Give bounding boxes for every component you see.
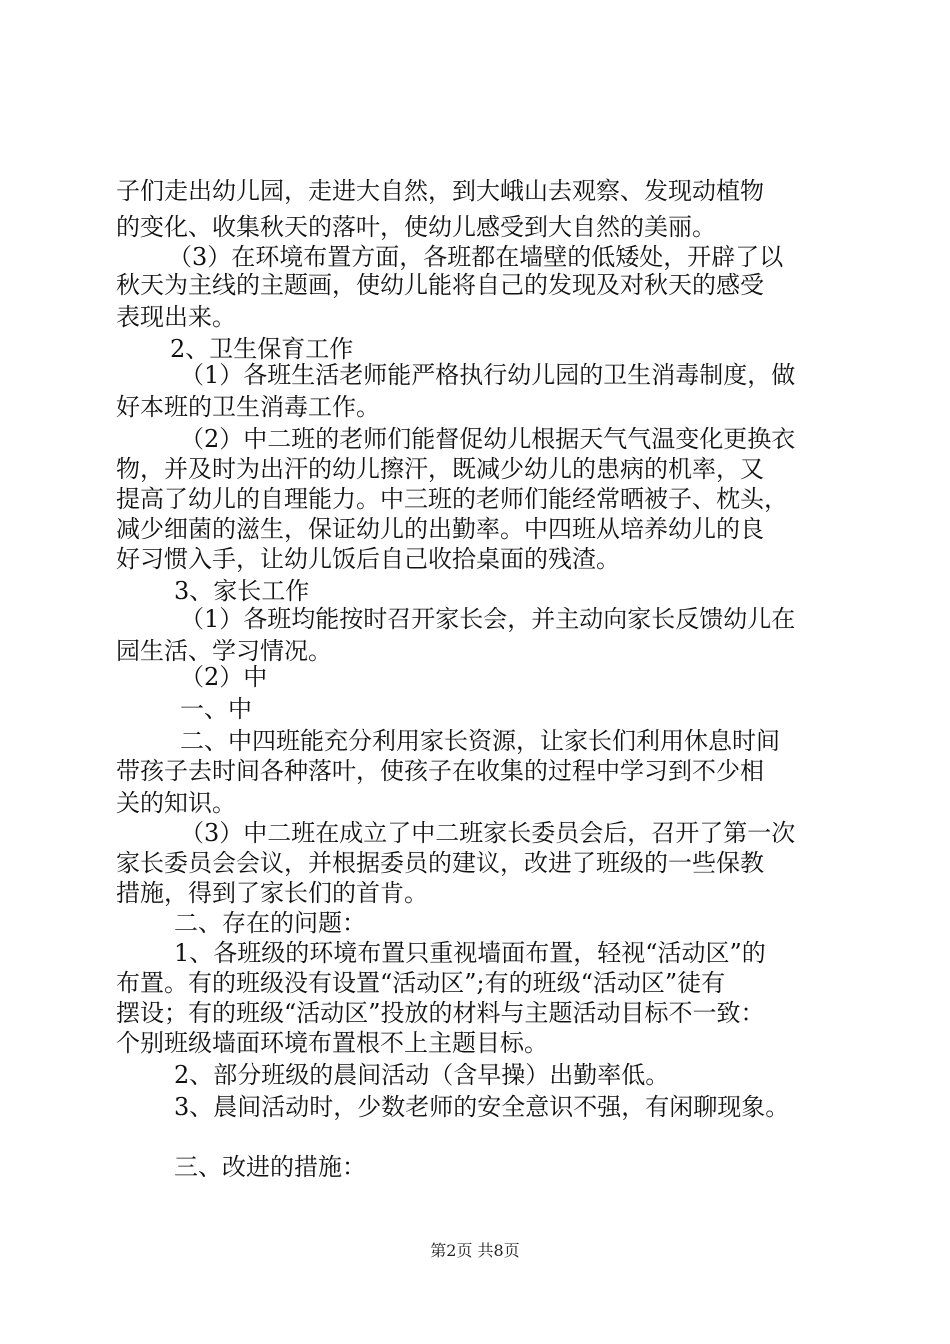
- text-line: 表现出来。: [116, 303, 236, 331]
- text-line: 带孩子去时间各种落叶，使孩子在收集的过程中学习到不少相: [116, 757, 764, 785]
- text-line: 减少细菌的滋生，保证幼儿的出勤率。中四班从培养幼儿的良: [116, 515, 764, 543]
- text-line: 家长委员会会议，并根据委员的建议，改进了班级的一些保教: [116, 849, 764, 877]
- text-line: 1、各班级的环境布置只重视墙面布置，轻视“活动区”的: [174, 939, 766, 967]
- text-line: 个别班级墙面环境布置根不上主题目标。: [116, 1029, 548, 1057]
- text-line: 提高了幼儿的自理能力。中三班的老师们能经常晒被子、枕头，: [116, 485, 788, 513]
- text-line: 关的知识。: [116, 789, 236, 817]
- text-line: 好习惯入手，让幼儿饭后自己收拾桌面的残渣。: [116, 545, 620, 573]
- text-line: （3）在环境布置方面，各班都在墙壁的低矮处，开辟了以: [168, 243, 784, 271]
- section-heading: 3、家长工作: [174, 577, 310, 605]
- text-line: （1）各班生活老师能严格执行幼儿园的卫生消毒制度，做: [180, 361, 796, 389]
- text-line: 园生活、学习情况。: [116, 637, 332, 665]
- text-line: 物，并及时为出汗的幼儿擦汗，既减少幼儿的患病的机率，又: [116, 455, 764, 483]
- page-number: 第2页 共8页: [430, 1241, 520, 1260]
- text-line: 好本班的卫生消毒工作。: [116, 393, 380, 421]
- text-line: 布置。有的班级没有设置“活动区”;有的班级“活动区”徒有: [116, 969, 726, 997]
- text-line: 二、中四班能充分利用家长资源，让家长们利用休息时间: [180, 727, 780, 755]
- section-heading: 2、卫生保育工作: [170, 335, 354, 363]
- text-line: （1）各班均能按时召开家长会，并主动向家长反馈幼儿在: [180, 605, 796, 633]
- text-line: （2）中: [180, 663, 268, 691]
- text-line: 子们走出幼儿园，走进大自然，到大峨山去观察、发现动植物: [116, 177, 764, 205]
- text-line: （3）中二班在成立了中二班家长委员会后，召开了第一次: [180, 819, 796, 847]
- text-line: 一、中: [180, 695, 252, 723]
- section-heading: 二、存在的问题：: [174, 909, 366, 937]
- text-line: 摆设；有的班级“活动区”投放的材料与主题活动目标不一致：: [116, 999, 765, 1027]
- text-line: 3、晨间活动时，少数老师的安全意识不强，有闲聊现象。: [174, 1093, 790, 1121]
- text-line: 2、部分班级的晨间活动（含早操）出勤率低。: [174, 1061, 670, 1089]
- text-line: 措施，得到了家长们的首肯。: [116, 879, 428, 907]
- text-line: 的变化、收集秋天的落叶，使幼儿感受到大自然的美丽。: [116, 213, 716, 241]
- text-line: （2）中二班的老师们能督促幼儿根据天气气温变化更换衣: [180, 425, 796, 453]
- text-line: 秋天为主线的主题画，使幼儿能将自己的发现及对秋天的感受: [116, 271, 764, 299]
- section-heading: 三、改进的措施：: [174, 1153, 366, 1181]
